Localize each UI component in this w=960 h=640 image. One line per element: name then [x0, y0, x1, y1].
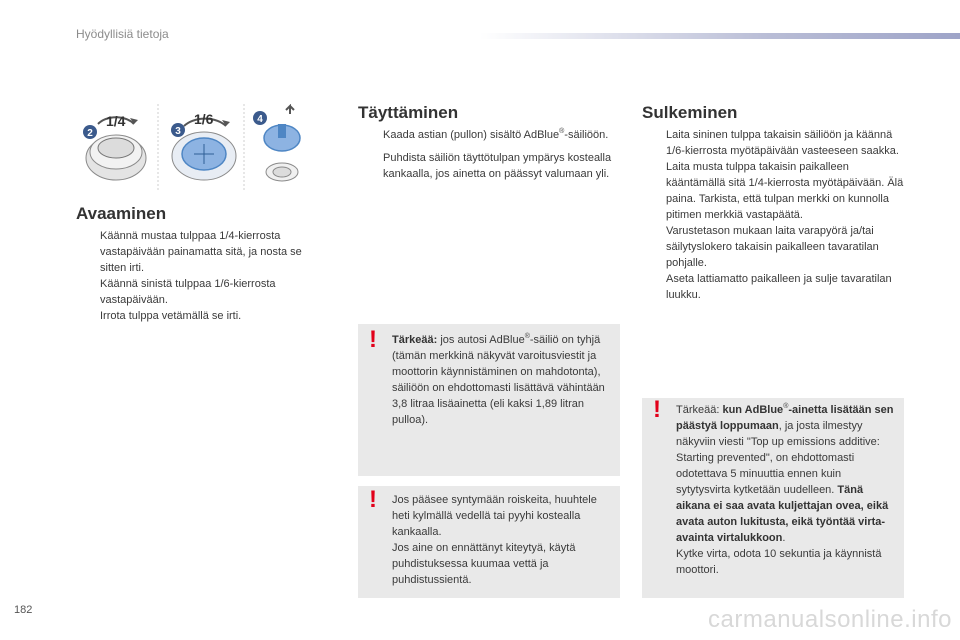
pull-out-panel: [253, 106, 300, 181]
adblue-cap-illustration: [76, 104, 310, 190]
list-item: Puhdista säiliön täyttötulpan ympärys kostealla kankaalla, jos ainetta on päässyt valumaan yli.: [383, 152, 612, 180]
list-item: Varustetason mukaan laita varapyörä ja/tai säilytyslokero takaisin paikalleen tavaratilan pohjalle.: [666, 225, 879, 269]
list-item: Irrota tulppa vetämällä se irti.: [100, 310, 242, 322]
warning-exclamation-icon: !: [369, 486, 377, 513]
section-title-closing: Sulkeminen: [642, 103, 738, 122]
list-item: Laita sininen tulppa takaisin säiliöön ja käännä 1/6-kierrosta myötäpäivään vasteeseen saakka.: [666, 129, 899, 157]
list-item: Kaada astian (pullon) sisältö AdBlue®-säiliöön.: [383, 128, 609, 141]
important-note-empty-tank: [358, 324, 620, 476]
section-title-filling: Täyttäminen: [358, 103, 459, 122]
svg-text:3: 3: [175, 126, 181, 137]
page-number: 182: [14, 604, 33, 616]
spill-warning-note: [358, 486, 620, 598]
svg-text:4: 4: [257, 114, 263, 125]
list-item: Laita musta tulppa takaisin paikalleen kääntämällä sitä 1/4-kierrosta myötäpäivään. Älä paina. Tarkista, että tulpan merkki on kunnolla pitimen merkkiä vastapäätä.: [666, 161, 904, 221]
list-item: Käännä sinistä tulppaa 1/6-kierrosta vastapäivään.: [100, 278, 276, 306]
page-header-title: Hyödyllisiä tietoja: [76, 27, 169, 41]
note-text: Tärkeää: jos autosi AdBlue®-säiliö on tyhjä (tämän merkkinä näkyvät varoitusviestit ja moottorin käynnistäminen on mahdotonta), säiliöön on ehdottomasti lisättävä vähintään 3,8 litraa lisäainetta (eli kaksi 1,89 litran pulloa).: [392, 333, 605, 426]
header-rule: [480, 33, 960, 39]
blue-cap-panel: [171, 111, 236, 180]
label-1-4: 1/4: [106, 113, 126, 129]
note-text: Tärkeää: kun AdBlue®-ainetta lisätään sen päästyä loppumaan, ja josta ilmestyy näkyviin viesti "Top up emissions additive: Starting prevented", on ehdottomasti odotettava 5 minuuttia ennen kuin sytytysvirta kytketään uudelleen. Tänä aikana ei saa avata kuljettajan ovea, eikä avata auton lukitusta, eikä työntää virta-avainta virtalukkoon. Kytke virta, odota 10 sekuntia ja käynnistä moottori.: [676, 403, 894, 576]
warning-exclamation-icon: !: [369, 326, 377, 353]
section-title-opening: Avaaminen: [76, 204, 167, 223]
warning-exclamation-icon: !: [653, 396, 661, 423]
list-item: Aseta lattiamatto paikalleen ja sulje tavaratilan luukku.: [666, 273, 892, 301]
closing-steps: [644, 127, 906, 303]
watermark: carmanualsonline.info: [708, 606, 952, 633]
note-text: Jos pääsee syntymään roiskeita, huuhtele heti kylmällä vedellä tai pyyhi kostealla kankaalla. Jos aine on ennättänyt kiteytyä, käytä puhdistuksessa kuumaa vettä ja puhdistussientä.: [392, 494, 597, 586]
opening-steps: [78, 228, 328, 324]
label-1-6: 1/6: [194, 111, 214, 127]
black-cap-panel: [76, 104, 154, 190]
important-note-refill-wait: [642, 398, 904, 598]
list-item: Käännä mustaa tulppaa 1/4-kierrosta vastapäivään painamatta sitä, ja nosta se sitten irti.: [100, 230, 302, 274]
svg-text:2: 2: [87, 128, 93, 139]
filling-steps: [361, 127, 623, 189]
